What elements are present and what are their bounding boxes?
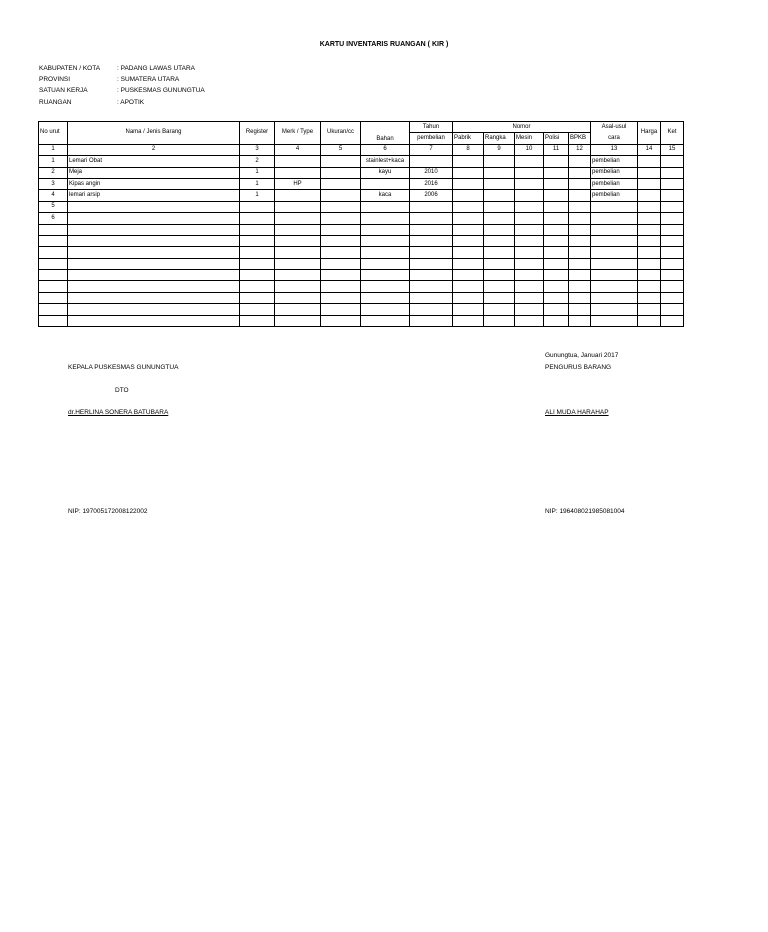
- table-cell: [453, 247, 484, 258]
- table-cell: [240, 270, 275, 281]
- table-cell: [484, 190, 515, 201]
- table-cell: [321, 247, 361, 258]
- table-cell: [321, 270, 361, 281]
- info-value-satuan-kerja: : PUSKESMAS GUNUNGTUA: [117, 87, 205, 94]
- info-value-ruangan: : APOTIK: [117, 99, 145, 106]
- table-cell: [39, 235, 68, 246]
- table-cell: [591, 235, 638, 246]
- table-cell: [661, 247, 684, 258]
- table-cell: [275, 292, 321, 303]
- table-cell: [68, 235, 240, 246]
- table-cell: [410, 247, 453, 258]
- table-cell: [544, 292, 569, 303]
- table-cell: [661, 201, 684, 212]
- info-value-kabupaten: : PADANG LAWAS UTARA: [117, 65, 196, 72]
- table-cell: [484, 304, 515, 315]
- table-cell: pembelian: [591, 167, 638, 178]
- info-label-ruangan: RUANGAN: [39, 99, 72, 106]
- header-register: Register: [240, 122, 275, 145]
- table-cell: [453, 281, 484, 292]
- table-cell: [515, 281, 544, 292]
- table-cell: [544, 213, 569, 224]
- table-cell: 2010: [410, 167, 453, 178]
- table-cell: [569, 213, 591, 224]
- table-cell: [453, 235, 484, 246]
- column-number-row: [39, 144, 684, 155]
- table-row: [39, 258, 684, 269]
- right-signer-title: PENGURUS BARANG: [545, 364, 612, 371]
- table-cell: [321, 292, 361, 303]
- table-cell: 3: [39, 178, 68, 189]
- table-cell: [661, 213, 684, 224]
- table-cell: 2: [240, 156, 275, 167]
- table-cell: [410, 213, 453, 224]
- table-cell: [515, 235, 544, 246]
- table-cell: [484, 156, 515, 167]
- table-cell: [410, 201, 453, 212]
- table-cell: [484, 270, 515, 281]
- table-cell: [240, 224, 275, 235]
- table-cell: [661, 258, 684, 269]
- table-cell: 2: [39, 167, 68, 178]
- table-cell: [410, 281, 453, 292]
- table-cell: [275, 156, 321, 167]
- table-cell: [544, 167, 569, 178]
- table-cell: [275, 235, 321, 246]
- table-cell: [569, 201, 591, 212]
- table-cell: [544, 281, 569, 292]
- left-signer-note: DTO: [115, 387, 129, 394]
- table-cell: [591, 315, 638, 326]
- table-cell: [275, 270, 321, 281]
- table-cell: [515, 224, 544, 235]
- table-cell: [638, 178, 661, 189]
- table-cell: [569, 235, 591, 246]
- table-cell: [484, 201, 515, 212]
- column-number-cell: 3: [240, 144, 275, 155]
- table-cell: [410, 292, 453, 303]
- table-cell: [321, 201, 361, 212]
- table-cell: [544, 247, 569, 258]
- table-cell: [410, 235, 453, 246]
- table-cell: [484, 167, 515, 178]
- info-label-kabupaten: KABUPATEN / KOTA: [39, 65, 101, 72]
- table-cell: stainlest+kaca: [361, 156, 410, 167]
- table-cell: lemari arsip: [68, 190, 240, 201]
- table-cell: [569, 178, 591, 189]
- table-cell: [638, 235, 661, 246]
- table-row: [39, 167, 684, 178]
- table-cell: 5: [39, 201, 68, 212]
- header-merk: Merk / Type: [275, 122, 321, 145]
- left-signer-nip: NIP: 197005172008122002: [68, 508, 148, 515]
- table-cell: [515, 247, 544, 258]
- table-cell: 2016: [410, 178, 453, 189]
- header-polisi: Polisi: [544, 133, 569, 144]
- table-cell: [361, 247, 410, 258]
- table-cell: [661, 304, 684, 315]
- table-cell: [240, 258, 275, 269]
- table-cell: [275, 201, 321, 212]
- table-cell: [515, 167, 544, 178]
- table-row: [39, 235, 684, 246]
- table-cell: [68, 224, 240, 235]
- table-cell: [661, 281, 684, 292]
- table-cell: [569, 270, 591, 281]
- header-ket: Ket: [661, 122, 684, 145]
- table-cell: 4: [39, 190, 68, 201]
- table-cell: kaca: [361, 190, 410, 201]
- table-cell: [544, 178, 569, 189]
- header-bpkb: BPKB: [569, 133, 591, 144]
- table-cell: [591, 247, 638, 258]
- table-cell: [410, 224, 453, 235]
- table-cell: [453, 190, 484, 201]
- table-cell: [321, 315, 361, 326]
- table-cell: [39, 224, 68, 235]
- table-cell: [591, 304, 638, 315]
- table-cell: [638, 270, 661, 281]
- table-cell: [68, 247, 240, 258]
- table-cell: [68, 258, 240, 269]
- table-cell: [321, 167, 361, 178]
- header-pabrik: Pabrik: [453, 133, 484, 144]
- table-cell: pembelian: [591, 156, 638, 167]
- table-cell: [515, 292, 544, 303]
- table-cell: [68, 281, 240, 292]
- table-cell: [515, 156, 544, 167]
- table-cell: [569, 292, 591, 303]
- info-label-satuan-kerja: SATUAN KERJA: [39, 87, 88, 94]
- table-cell: [638, 247, 661, 258]
- column-number-cell: 10: [515, 144, 544, 155]
- table-row: [39, 190, 684, 201]
- table-cell: [321, 156, 361, 167]
- table-cell: [453, 304, 484, 315]
- left-signer-name: dr.HERLINA SONERA BATUBARA: [68, 409, 169, 416]
- document-title: KARTU INVENTARIS RUANGAN ( KIR ): [319, 41, 449, 48]
- header-nomor: Nomor: [453, 122, 591, 133]
- table-cell: [361, 178, 410, 189]
- header-ukuran: Ukuran/cc: [321, 122, 361, 145]
- header-cara: cara: [591, 133, 638, 144]
- table-cell: [321, 213, 361, 224]
- table-cell: [638, 213, 661, 224]
- table-cell: [544, 270, 569, 281]
- table-cell: [591, 292, 638, 303]
- table-cell: [361, 213, 410, 224]
- table-cell: [638, 224, 661, 235]
- table-cell: [638, 315, 661, 326]
- table-cell: [361, 224, 410, 235]
- table-cell: [515, 270, 544, 281]
- table-cell: [515, 315, 544, 326]
- header-bahan: Bahan: [361, 122, 410, 145]
- table-cell: [68, 315, 240, 326]
- table-cell: [591, 201, 638, 212]
- table-cell: [39, 247, 68, 258]
- table-cell: [275, 304, 321, 315]
- table-cell: [515, 190, 544, 201]
- info-label-provinsi: PROVINSI: [39, 76, 71, 83]
- table-cell: [569, 247, 591, 258]
- table-cell: Kipas angin: [68, 178, 240, 189]
- table-cell: [484, 224, 515, 235]
- table-cell: [275, 224, 321, 235]
- table-cell: [68, 201, 240, 212]
- table-cell: 1: [240, 178, 275, 189]
- table-cell: [591, 270, 638, 281]
- column-number-cell: 11: [544, 144, 569, 155]
- table-cell: [661, 224, 684, 235]
- table-cell: [569, 167, 591, 178]
- column-number-cell: 8: [453, 144, 484, 155]
- table-cell: [361, 281, 410, 292]
- table-cell: [240, 201, 275, 212]
- header-harga: Harga: [638, 122, 661, 145]
- table-cell: [638, 201, 661, 212]
- table-cell: [591, 224, 638, 235]
- table-cell: [453, 213, 484, 224]
- info-value-provinsi: : SUMATERA UTARA: [117, 76, 180, 83]
- table-cell: [240, 315, 275, 326]
- header-no-urut: No urut: [39, 122, 68, 145]
- table-cell: [410, 315, 453, 326]
- table-cell: [569, 156, 591, 167]
- table-row: [39, 281, 684, 292]
- table-cell: [544, 258, 569, 269]
- right-signer-name: ALI MUDA HARAHAP: [545, 409, 609, 416]
- column-number-cell: 12: [569, 144, 591, 155]
- table-cell: [361, 258, 410, 269]
- table-cell: [453, 270, 484, 281]
- table-cell: [453, 315, 484, 326]
- table-cell: [484, 315, 515, 326]
- table-cell: [275, 190, 321, 201]
- header-rangka: Rangka: [484, 133, 515, 144]
- table-cell: [638, 190, 661, 201]
- table-cell: [591, 281, 638, 292]
- table-cell: [68, 213, 240, 224]
- table-row: [39, 292, 684, 303]
- column-number-cell: 9: [484, 144, 515, 155]
- table-cell: [453, 201, 484, 212]
- table-cell: [661, 167, 684, 178]
- table-cell: [544, 190, 569, 201]
- table-cell: HP: [275, 178, 321, 189]
- table-cell: [453, 224, 484, 235]
- table-cell: [321, 224, 361, 235]
- table-cell: [39, 304, 68, 315]
- table-cell: [39, 258, 68, 269]
- column-number-cell: 5: [321, 144, 361, 155]
- table-cell: [484, 235, 515, 246]
- table-cell: [275, 167, 321, 178]
- table-cell: [361, 201, 410, 212]
- table-cell: [361, 315, 410, 326]
- table-cell: [661, 190, 684, 201]
- table-cell: [321, 235, 361, 246]
- table-cell: [240, 281, 275, 292]
- table-cell: 6: [39, 213, 68, 224]
- table-cell: [453, 292, 484, 303]
- table-cell: [569, 224, 591, 235]
- table-cell: [453, 258, 484, 269]
- table-row: [39, 304, 684, 315]
- table-cell: [410, 304, 453, 315]
- table-cell: [39, 315, 68, 326]
- column-number-cell: 1: [39, 144, 68, 155]
- table-cell: 1: [240, 190, 275, 201]
- table-row: [39, 270, 684, 281]
- table-cell: Meja: [68, 167, 240, 178]
- table-cell: kayu: [361, 167, 410, 178]
- place-date: Gunungtua, Januari 2017: [545, 352, 619, 359]
- table-cell: [410, 258, 453, 269]
- table-cell: 1: [39, 156, 68, 167]
- table-cell: [410, 270, 453, 281]
- table-cell: [544, 304, 569, 315]
- table-cell: [661, 156, 684, 167]
- table-cell: [638, 292, 661, 303]
- header-tahun: Tahun: [410, 122, 453, 133]
- table-cell: [361, 270, 410, 281]
- table-cell: [661, 178, 684, 189]
- table-cell: [275, 281, 321, 292]
- table-cell: [544, 156, 569, 167]
- table-cell: [515, 304, 544, 315]
- column-number-cell: 13: [591, 144, 638, 155]
- table-cell: [591, 213, 638, 224]
- table-cell: [544, 201, 569, 212]
- table-cell: [661, 315, 684, 326]
- table-cell: [661, 235, 684, 246]
- table-cell: [515, 213, 544, 224]
- table-cell: [240, 292, 275, 303]
- table-row: [39, 213, 684, 224]
- table-cell: [569, 258, 591, 269]
- table-cell: [569, 304, 591, 315]
- table-cell: [361, 292, 410, 303]
- table-cell: [453, 156, 484, 167]
- left-signer-title: KEPALA PUSKESMAS GUNUNGTUA: [68, 364, 179, 371]
- table-cell: [638, 156, 661, 167]
- table-cell: [515, 178, 544, 189]
- table-cell: [638, 167, 661, 178]
- header-nama: Nama / Jenis Barang: [68, 122, 240, 145]
- table-row: [39, 224, 684, 235]
- table-cell: pembelian: [591, 190, 638, 201]
- table-cell: [638, 258, 661, 269]
- column-number-cell: 6: [361, 144, 410, 155]
- header-asal-usul: Asal-usul: [591, 122, 638, 133]
- table-cell: 1: [240, 167, 275, 178]
- table-cell: [569, 281, 591, 292]
- table-cell: [275, 258, 321, 269]
- table-cell: [68, 270, 240, 281]
- table-row: [39, 156, 684, 167]
- table-cell: [321, 190, 361, 201]
- table-cell: 2006: [410, 190, 453, 201]
- table-cell: [484, 258, 515, 269]
- column-number-cell: 15: [661, 144, 684, 155]
- table-cell: [39, 281, 68, 292]
- table-cell: [515, 258, 544, 269]
- table-cell: [240, 247, 275, 258]
- table-cell: [410, 156, 453, 167]
- table-cell: [39, 270, 68, 281]
- table-cell: [484, 281, 515, 292]
- right-signer-nip: NIP: 196408021985081004: [545, 508, 625, 515]
- table-cell: pembelian: [591, 178, 638, 189]
- table-row: [39, 201, 684, 212]
- table-cell: [68, 292, 240, 303]
- table-cell: [240, 235, 275, 246]
- column-number-cell: 7: [410, 144, 453, 155]
- table-cell: [275, 213, 321, 224]
- inventory-table: [38, 121, 684, 327]
- table-cell: [544, 235, 569, 246]
- header-row-top: [39, 122, 684, 133]
- table-cell: [661, 270, 684, 281]
- table-cell: [321, 258, 361, 269]
- table-row: [39, 315, 684, 326]
- table-cell: [39, 292, 68, 303]
- table-cell: [321, 281, 361, 292]
- table-cell: [638, 281, 661, 292]
- header-pembelian: pembelian: [410, 133, 453, 144]
- column-number-cell: 2: [68, 144, 240, 155]
- table-cell: Lemari Obat: [68, 156, 240, 167]
- table-cell: [484, 213, 515, 224]
- table-row: [39, 247, 684, 258]
- table-cell: [484, 292, 515, 303]
- table-cell: [591, 258, 638, 269]
- column-number-cell: 14: [638, 144, 661, 155]
- table-cell: [321, 178, 361, 189]
- table-cell: [544, 315, 569, 326]
- table-cell: [484, 247, 515, 258]
- table-cell: [240, 304, 275, 315]
- table-row: [39, 178, 684, 189]
- table-cell: [515, 201, 544, 212]
- table-cell: [240, 213, 275, 224]
- table-cell: [661, 292, 684, 303]
- table-cell: [544, 224, 569, 235]
- table-cell: [453, 178, 484, 189]
- column-number-cell: 4: [275, 144, 321, 155]
- header-mesin: Mesin: [515, 133, 544, 144]
- table-cell: [569, 190, 591, 201]
- table-cell: [569, 315, 591, 326]
- table-cell: [453, 167, 484, 178]
- table-cell: [275, 315, 321, 326]
- table-cell: [361, 304, 410, 315]
- table-cell: [361, 235, 410, 246]
- table-cell: [275, 247, 321, 258]
- table-cell: [321, 304, 361, 315]
- table-cell: [484, 178, 515, 189]
- table-cell: [638, 304, 661, 315]
- table-cell: [68, 304, 240, 315]
